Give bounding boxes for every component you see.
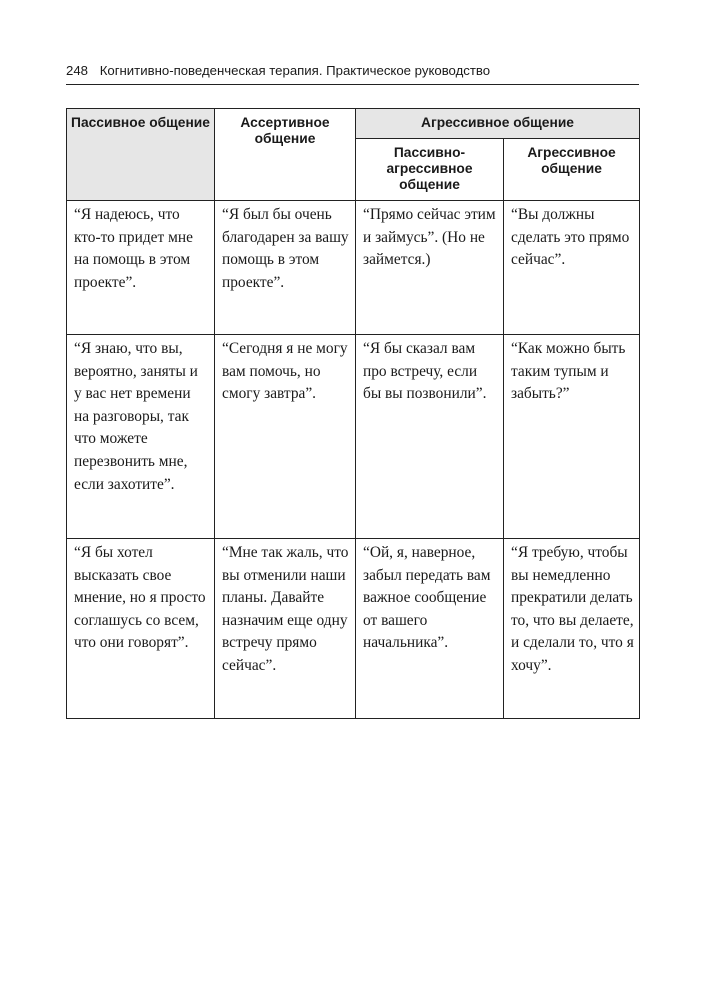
header-passive: Пассивное общение	[67, 109, 215, 201]
cell-aggressive: “Я требую, чтобы вы немедленно прекратили делать то, что вы делаете, и сделали то, что я хочу”.	[504, 539, 640, 719]
cell-passive: “Я надеюсь, что кто-то придет мне на помощь в этом проекте”.	[67, 201, 215, 335]
running-head	[66, 62, 639, 85]
header-assertive: Ассертивное общение	[215, 109, 356, 201]
cell-assertive: “Сегодня я не могу вам помочь, но смогу завтра”.	[215, 335, 356, 539]
communication-styles-table	[66, 108, 640, 719]
cell-passive-aggressive: “Я бы сказал вам про встречу, если бы вы позвонили”.	[356, 335, 504, 539]
header-aggressive: Агрессивное общение	[504, 139, 640, 201]
cell-aggressive: “Как можно быть таким тупым и забыть?”	[504, 335, 640, 539]
cell-assertive: “Я был бы очень благодарен за вашу помощь в этом проекте”.	[215, 201, 356, 335]
header-aggressive-group: Агрессивное общение	[356, 109, 640, 139]
cell-aggressive: “Вы должны сделать это прямо сейчас”.	[504, 201, 640, 335]
cell-passive-aggressive: “Прямо сейчас этим и займусь”. (Но не займется.)	[356, 201, 504, 335]
table-row	[67, 201, 640, 335]
page-number: 248	[66, 63, 89, 78]
table-header-row	[67, 109, 640, 139]
cell-passive: “Я знаю, что вы, вероятно, заняты и у вас нет времени на разговоры, так что можете перезвонить мне, если захотите”.	[67, 335, 215, 539]
cell-passive-aggressive: “Ой, я, наверное, забыл передать вам важное сообщение от вашего начальника”.	[356, 539, 504, 719]
cell-passive: “Я бы хотел высказать свое мнение, но я просто соглашусь со всем, что они говорят”.	[67, 539, 215, 719]
book-title: Когнитивно-поведенческая терапия. Практическое руководство	[99, 63, 491, 78]
header-passive-aggressive: Пассивно-агрессивное общение	[356, 139, 504, 201]
table-row	[67, 335, 640, 539]
cell-assertive: “Мне так жаль, что вы отменили наши планы. Давайте назначим еще одну встречу прямо сейчас”.	[215, 539, 356, 719]
table-row	[67, 539, 640, 719]
